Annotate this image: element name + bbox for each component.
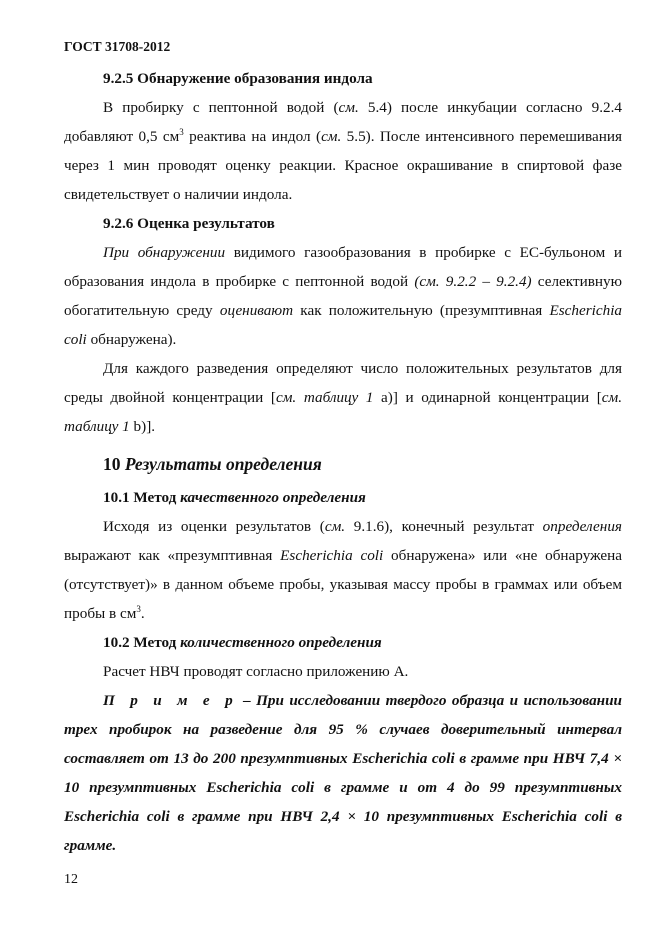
heading-10-1: 10.1 Метод качественного определения [103,489,366,506]
paragraph-qualitative-method: Исходя из оценки результатов (см. 9.1.6), конечный результат определения выражают как «презумптивная Escherichia coli обнаружена» или «не обнаружена (отсутствует)» в данном объеме пробы, указывая массу пробы в граммах или объем пробы в $см^3$. [64,518,622,622]
section-10-heading: 10 Результаты определения [103,454,322,474]
document-body [64,64,622,860]
page-number: 12 [64,872,78,887]
paragraph-dilution-count: Для каждого разведения определяют число положительных результатов для среды двойной концентрации [см. таблицу 1 а)] и одинарной концентрации [см. таблицу 1 b)]. [64,360,622,435]
heading-10-2: 10.2 Метод количественного определения [103,634,382,651]
paragraph-indole-detection: В пробирку с пептонной водой (см. 5.4) после инкубации согласно 9.2.4 добавляют 0,5 $см^3$ реактива на индол (см. 5.5). После интенсивного перемешивания через 1 мин проводят оценку реакции. Красное окрашивание в спиртовой фазе свидетельствует о наличии индола. [64,99,622,203]
example-label: П р и м е р [103,692,238,709]
document-code: ГОСТ 31708-2012 [64,39,171,54]
paragraph-results-evaluation: При обнаружении видимого газообразования в пробирке с ЕС-бульоном и образования индола в пробирке с пептонной водой (см. 9.2.2 – 9.2.4) селективную обогатительную среду оценивают как положительную (презумптивная Escherichia coli обнаружена). [64,244,623,348]
heading-9-2-5: 9.2.5 Обнаружение образования индола [103,70,373,87]
example-note: П р и м е р – При исследовании твердого образца и использовании трех пробирок на разведение для 95 % случаев доверительный интервал составляет от 13 до 200 презумптивных Escherichia coli в грамме при НВЧ 7,4 × 10 презумптивных Escherichia coli в грамме и от 4 до 99 презумптивных Escherichia coli в грамме при НВЧ 2,4 × 10 презумптивных Escherichia coli в грамме. [64,692,622,854]
heading-9-2-6: 9.2.6 Оценка результатов [103,215,275,232]
paragraph-mpn-calculation: Расчет НВЧ проводят согласно приложению А. [103,663,409,680]
